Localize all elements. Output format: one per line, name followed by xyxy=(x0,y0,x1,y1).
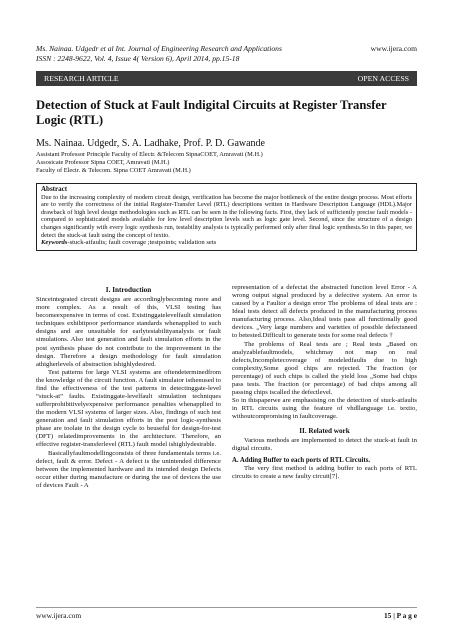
intro-paragraph-2: Test patterns for large VLSI systems are oftendeterminedfrom the knowledge of the circuit function. A fault simulator isthenused to find the effectiveness of the test patterns in detectinggate-level “stuck-at” faults. Existinggate-levelfault simulation techniques sufferprohibitivelyexpensive performance penalties whenapplied to the modern VLSI systems of larger sizes. Also, findings of such test generation and fault simulation efforts in the post logic-synthesis phase are toolate in the design cycle to beuseful for design-for-test (DFT) relatedimprovements in the architecture. Therefore, an effective register-transferlevel (RTL) fault model ishighlydesirable. xyxy=(36,368,221,449)
intro-paragraph-5: The problems of Real tests are ; Real tests „Based on analyzablefaultmodels, whichmay not map on real defects,Incompletecoverage of modeledfaults due to high complexity,Some good chips are rejected. The fraction (or percentage) of such chips is called the yield loss „Some bad chips pass tests. The fraction (or percentage) of bad chips among all passing chips iscalled the defectlevel. xyxy=(232,340,417,397)
journal-citation-line2: ISSN : 2248-9622, Vol. 4, Issue 4( Version 6), April 2014, pp.15-18 xyxy=(36,53,240,63)
article-type-banner xyxy=(36,71,417,86)
related-work-paragraph-2: The very first method is adding buffer to each ports of RTL circuits to create a new faulty circuit[7]. xyxy=(232,464,417,480)
page-footer xyxy=(36,607,417,620)
intro-paragraph-1: Sinceintegrated circuit designs are accordinglybecoming more and more complex. As a result of this, VLSI testing has becomeexpensive in terms of cost. Existinggatelevelfault simulation techniques exhibitpoor performance standards whenapplied to such designs and are unsuitable for earlytestabilityanalysis or fault simulations. Also test generation and fault simulation efforts in the post synthesis phase do not contribute to the improvement in the design. Therefore a design methodology for fault simulation athigherlevels of abstraction ishighlydesired. xyxy=(36,296,221,368)
affiliation-3: Faculty of Electr. & Telecom. Sipna COET Amravati (M.H.) xyxy=(36,167,191,174)
section-heading-related-work: II. Related work xyxy=(299,427,350,436)
right-column xyxy=(232,284,417,481)
paper-title: Detection of Stuck at Fault Indigital Circuits at Register Transfer Logic (RTL) xyxy=(36,98,387,127)
abstract-text: Due to the increasing complexity of modern circuit design, verification has become the major bottleneck of the entire design process. Most efforts are to verify the correctness of the initial Register-Transfer Level (RTL) descriptions written in Hardware Description Language (HDL).Major drawback of high level design methodologies such as RTL can be seen in the following facts. First, they lack of sufficiently precise fault models - compared to sophisticated models available for low level description levels such as logic gate level. Second, since the structure of a design changes significantly with every logic synthesis run, testability analysis is typically performed only after final logic synthesis.So in this paper, we detect the stuck-at fault using the concept of textio. xyxy=(41,193,412,239)
subsection-heading-adding-buffer: A. Adding Buffer to each ports of RTL Circuits. xyxy=(232,456,371,464)
related-work-paragraph-1: Various methods are implemented to detect the stuck-at fault in digital circuits. xyxy=(232,437,417,453)
running-header xyxy=(36,44,417,63)
intro-paragraph-3: Basicallyfaultmodellingconsists of three fundamentals terms i.e. defect, fault & error. Defect - A defect is the unintended difference between the implemented hardware and its intended design Defects occur either during manufacture or during the use of devices the use of devices Fault - A xyxy=(36,449,221,489)
keywords-line xyxy=(41,239,412,247)
section-heading-introduction: I. Introduction xyxy=(105,286,152,294)
article-type-label: RESEARCH ARTICLE xyxy=(44,74,119,83)
intro-paragraph-4: representation of a defectat the abstracted function level Error - A wrong output signal produced by a defective system. An error is caused by a Faultor a design error The problems of ideal tests are : Ideal tests detect all defects produced in the manufacturing process manufacturing process. Also,Ideal tests pass all functionally good devices. „Very large numbers and varieties of possible defectsneed to betested.Difficult to generate tests for some real defects † xyxy=(232,284,417,340)
author-list: Ms. Nainaa. Udgedr, S. A. Ladhake, Prof. P. D. Gawande xyxy=(36,138,265,149)
footer-site: www.ijera.com xyxy=(36,611,82,620)
access-label: OPEN ACCESS xyxy=(357,74,409,83)
affiliation-1: Assistant Professor Principle Faculty of Electr. &Telecom SipnaCOET, Amravati (M.H.) xyxy=(36,151,263,158)
journal-site: www.ijera.com xyxy=(370,44,417,53)
keywords-label: Keywords xyxy=(41,239,68,247)
keywords-text: -stuck-atfaults; fault coverage ;testpoints; validation sets xyxy=(67,239,217,247)
journal-citation-line1: Ms. Nainaa. Udgedr et al Int. Journal of Engineering Research and Applications xyxy=(36,44,282,53)
abstract-heading: Abstract xyxy=(41,185,68,193)
affiliation-2: Assosicate Professor Sipna COET, Amravati (M.H.) xyxy=(36,159,170,166)
intro-paragraph-6: So in thispaperwe are emphasising on the detection of stuck-atfaults in RTL circuits using the feature of vhdllanguage i.e. textio, withoutcompromising in faultcoverage. xyxy=(232,397,417,421)
affiliations xyxy=(36,151,417,175)
page-number: 15 | P a g e xyxy=(383,611,417,620)
abstract-box xyxy=(36,183,417,251)
left-column xyxy=(36,284,221,490)
